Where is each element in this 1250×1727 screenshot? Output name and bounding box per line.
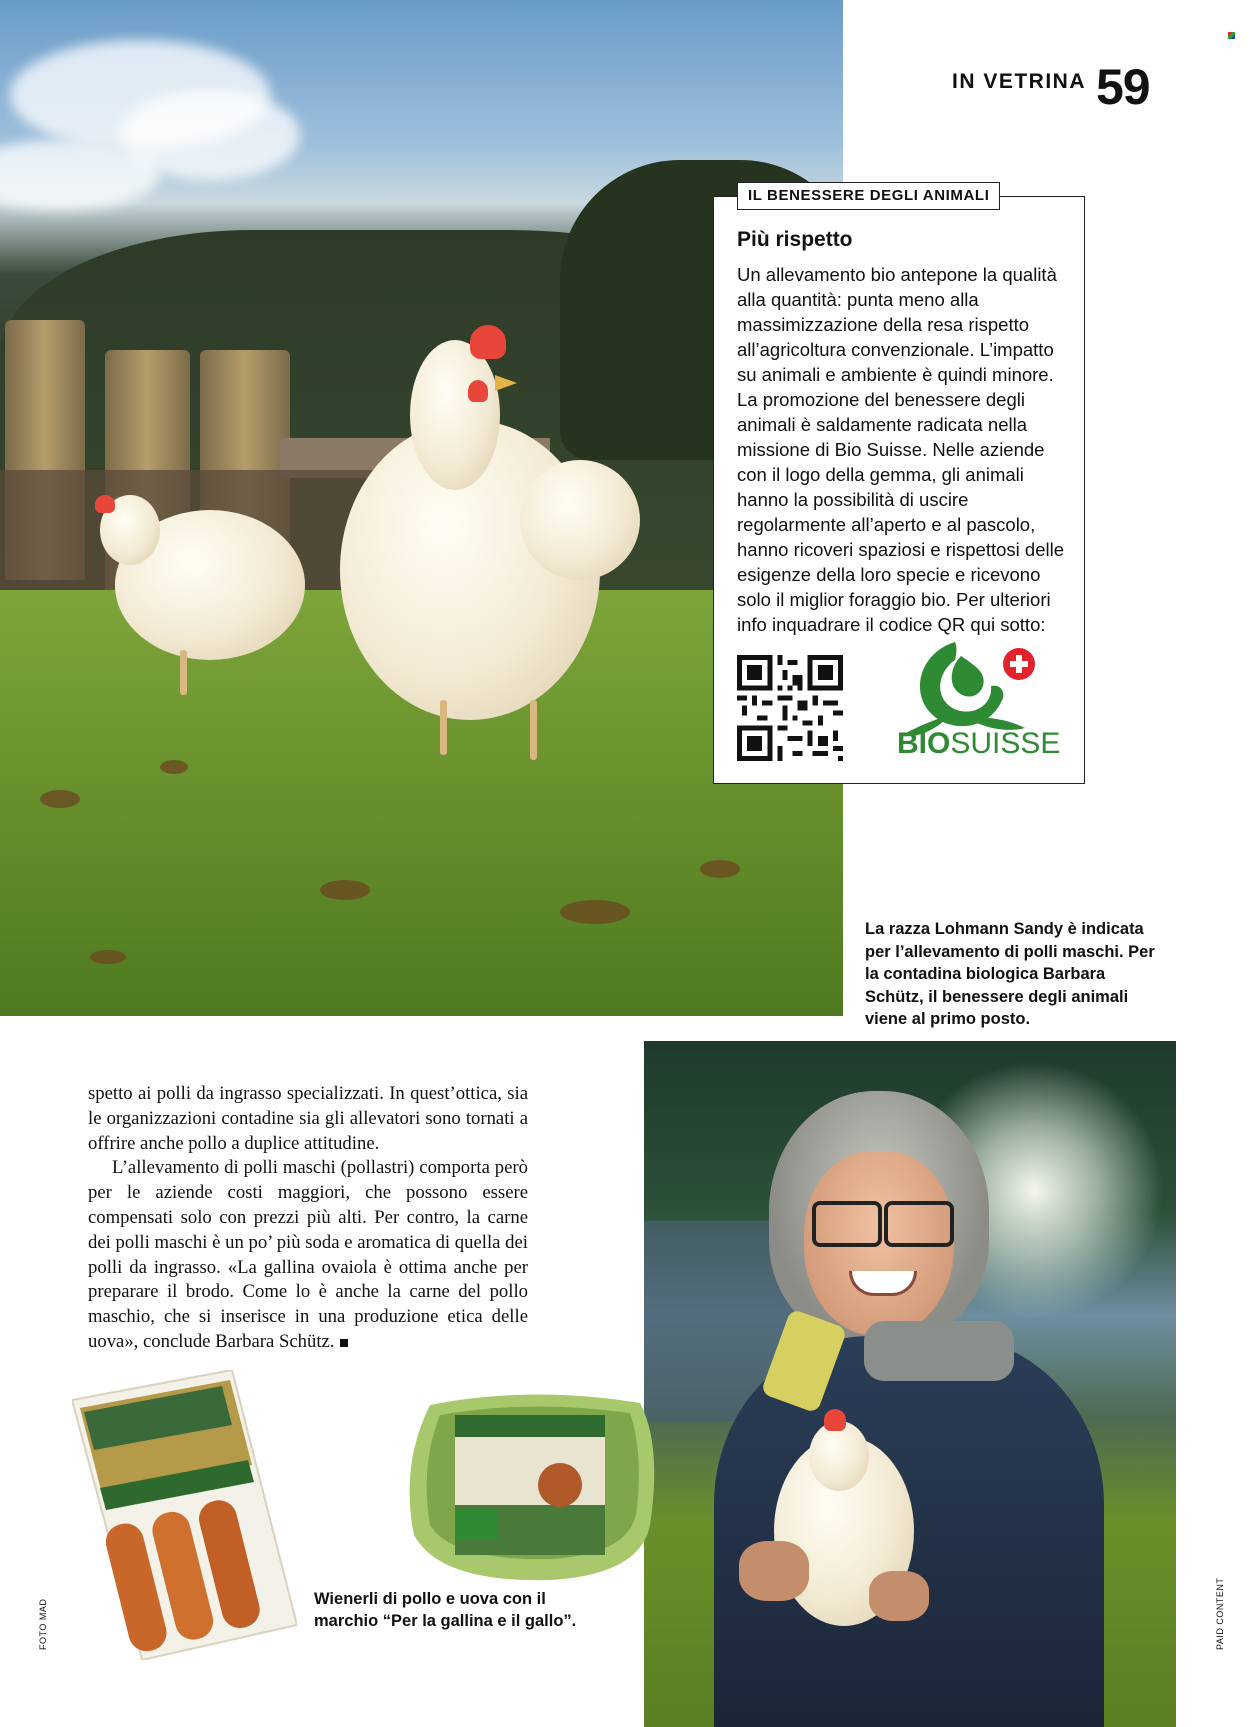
corner-color-mark-icon: [1228, 32, 1235, 39]
products-caption: Wienerli di pollo e uova con il marchio “Per la gallina e il gallo”.: [314, 1590, 577, 1630]
hero-photo-caption: La razza Lohmann Sandy è indicata per l’allevamento di polli maschi. Per la contadina biologica Barbara Schütz, il benessere degli animali viene al primo posto.: [865, 920, 1155, 1028]
info-box-text: Un allevamento bio antepone la qualità alla quantità: punta meno alla massimizzazione della resa rispetto all’agricoltura convenzionale. L’impatto su animali e ambiente è quindi minore. La promozione del benessere degli animali è saldamente radicata nella missione di Bio Suisse. Nelle aziende con il logo della gemma, gli animali hanno la possibilità di uscire regolarmente all’aperto e al pascolo, hanno ricoveri spaziosi e rispettosi delle esigenze della loro specie e ricevono solo il miglior foraggio bio. Per ulteriori info inquadrare il codice QR qui sotto:: [737, 264, 1065, 635]
body-paragraph-2: [88, 1156, 528, 1354]
paid-content-label: PAID CONTENT: [1215, 1577, 1225, 1650]
page-number: 59: [1096, 59, 1150, 115]
logo-word-suisse: SUISSE: [950, 727, 1061, 760]
qr-code-icon[interactable]: [737, 655, 843, 761]
bio-eggs-carton-image: [400, 1385, 662, 1585]
body-paragraph-1: spetto ai polli da ingrasso specializzati. In quest’ottica, sia le organizzazioni contadine sia gli allevatori sono tornati a offrire anche pollo a duplice attitudine.: [88, 1083, 528, 1154]
info-box-tag: IL BENESSERE DEGLI ANIMALI: [737, 182, 1000, 210]
end-of-article-mark-icon: [340, 1339, 348, 1347]
section-label: IN VETRINA: [952, 70, 1087, 93]
chicken-wienerli-package-image: [72, 1370, 297, 1660]
info-box-title: Più rispetto: [737, 228, 853, 251]
logo-word-bio: BIO: [897, 727, 951, 760]
portrait-photo-farmer: [644, 1041, 1176, 1727]
photo-credit: FOTO MAD: [38, 1598, 48, 1650]
article-body: [88, 1082, 528, 1355]
body-paragraph-2-text: L’allevamento di polli maschi (pollastri) comporta però per le aziende costi maggiori, che possono essere compensati solo con prezzi più alti. Per contro, la carne dei polli maschi è un po’ più soda e aromatica di quella dei polli da ingrasso. «La gallina ovaiola è ottima anche per preparare il brodo. Come lo è anche la carne del pollo maschio, che si inserisce in una produzione etica delle uova», conclude Barbara Schütz.: [88, 1157, 528, 1352]
bio-suisse-logo-text: [897, 727, 1060, 761]
